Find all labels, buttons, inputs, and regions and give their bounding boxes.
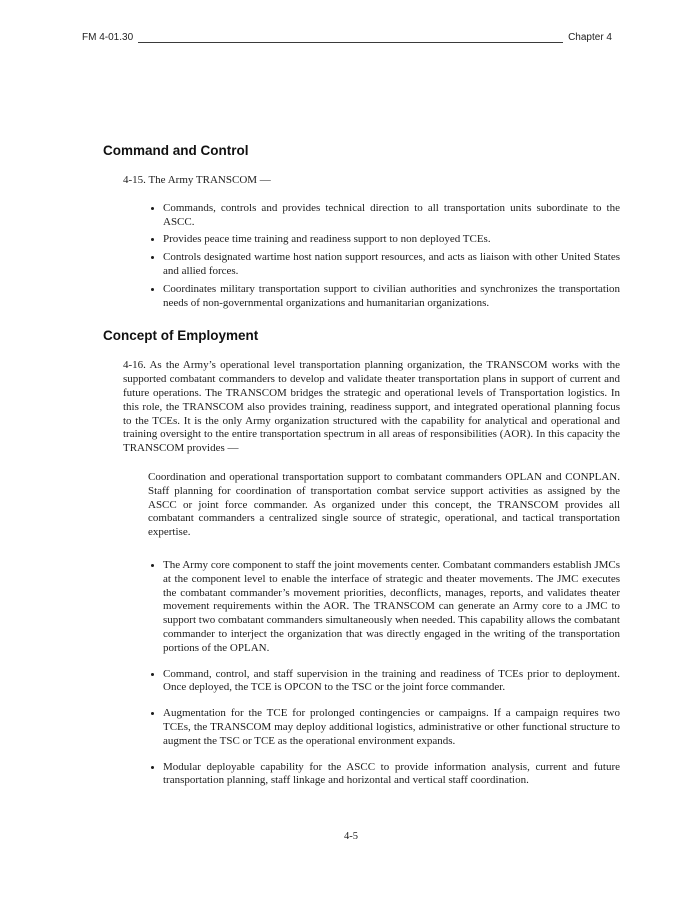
bullet-item: • Modular deployable capability for the ASCC to provide information analysis, current and future transportation planning, staff linkage and horizontal and vertical staff coordination. (163, 761, 620, 789)
section-heading-command-and-control: Command and Control (103, 143, 249, 158)
bullet-item: • The Army core component to staff the joint movements center. Combatant commanders establish JMCs at the component level to enable the interface of strategic and theater movements. The JMC executes the combatant commander’s movement priorities, deconflicts, manages, reports, and validates theater movement requirements within the AOR. The TRANSCOM can generate an Army core to a JMC to support two combatant commanders simultaneously when needed. This capability allows the combatant commander to interject the organization that was directly engaged in the writing of the transportation portions of the OPLAN. (163, 559, 620, 656)
paragraph-4-15: 4-15. The Army TRANSCOM — (123, 174, 271, 186)
section-heading-concept-of-employment: Concept of Employment (103, 328, 259, 344)
bullet-list-command-and-control (142, 202, 620, 311)
bullet-item: • Controls designated wartime host nation support resources, and acts as liaison with other United States and allied forces. (163, 251, 620, 279)
header-chapter-label: Chapter 4 (568, 32, 612, 43)
bullet-item: • Commands, controls and provides technical direction to all transportation units subordinate to the ASCC. (163, 202, 620, 230)
page-content (82, 0, 620, 800)
page-footer (82, 831, 620, 842)
paragraph-4-16: 4-16. As the Army’s operational level transportation planning organization, the TRANSCOM works with the supported combatant commanders to develop and validate theater transportation plans in support of current and future operations. The TRANSCOM bridges the strategic and operational levels of Transportation logistics. In this role, the TRANSCOM also provides training, readiness support, and integrated operational planning focus to the TCEs. It is the only Army organization structured with the capability for analytical and operational and training oversight to the entire transportation spectrum in all areas of responsibilities (AOR). In this capacity the TRANSCOM provides — (123, 359, 620, 455)
paragraph-coordination-support: Coordination and operational transportation support to combatant commanders OPLAN and CONPLAN. Staff planning for coordination of transportation combat service support activities as assigned by the ASCC or joint force commander. As organized under this concept, the TRANSCOM provides all combatant commanders a centralized single source of strategic, operational, and tactical transportation expertise. (148, 470, 620, 539)
page-number: 4-5 (344, 831, 358, 842)
bullet-item: • Provides peace time training and readiness support to non deployed TCEs. (163, 233, 620, 247)
bullet-item: • Augmentation for the TCE for prolonged contingencies or campaigns. If a campaign requires two TCEs, the TRANSCOM may deploy additional logistics, administrative or other functional structure to augment the TSC or TCE as the operational environment expands. (163, 707, 620, 748)
bullet-list-concept-of-employment (142, 559, 620, 788)
bullet-item: • Command, control, and staff supervision in the training and readiness of TCEs prior to deployment. Once deployed, the TCE is OPCON to the TSC or the joint force commander. (163, 668, 620, 696)
header-doc-id: FM 4-01.30 (82, 32, 134, 43)
bullet-item: • Coordinates military transportation support to civilian authorities and synchronizes the transportation needs of non-governmental organizations and humanitarian organizations. (163, 283, 620, 311)
